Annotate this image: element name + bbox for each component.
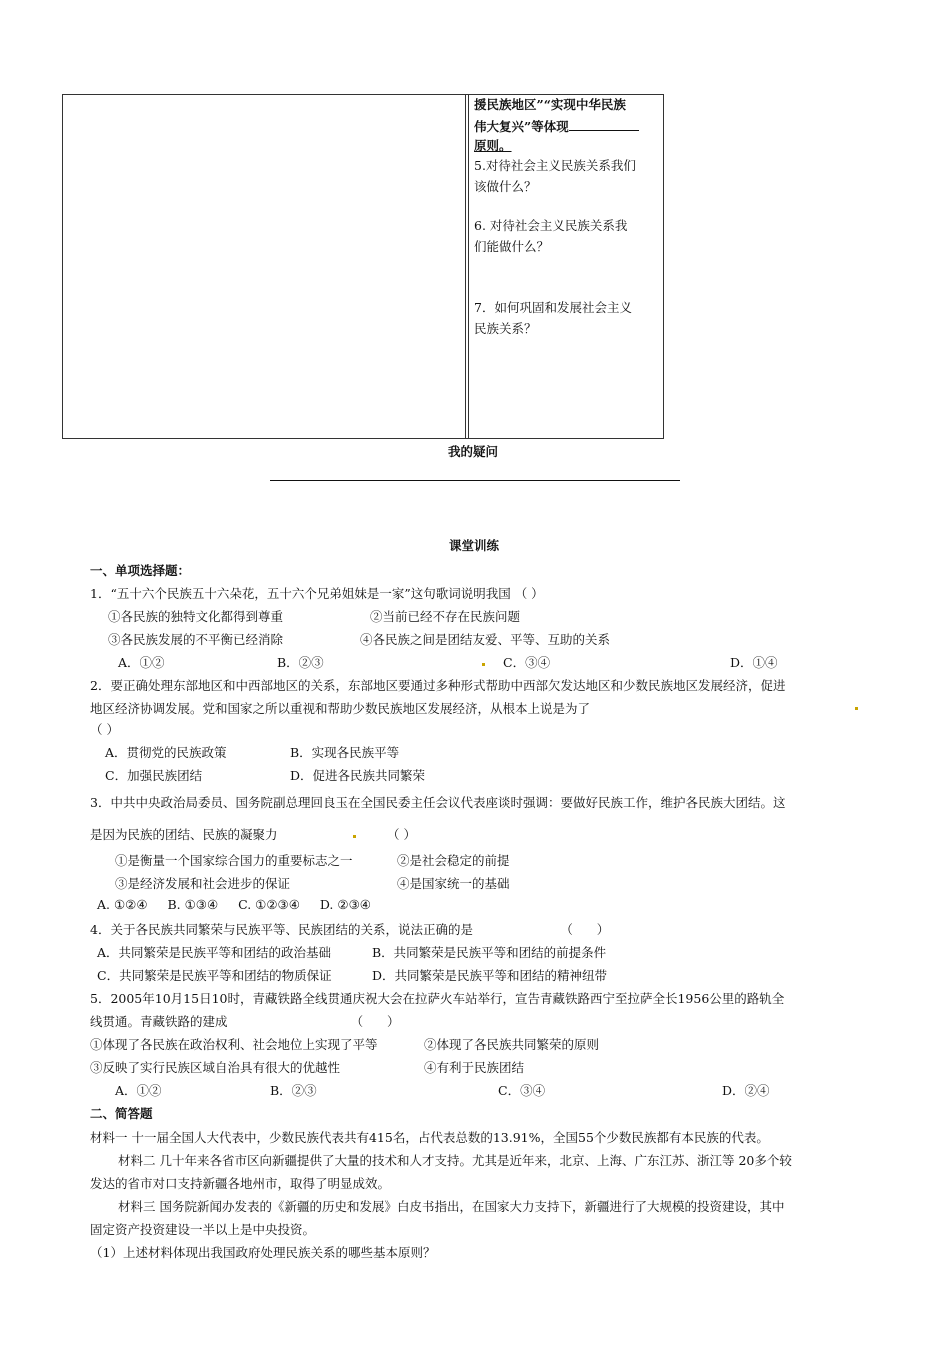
q5-stem-line1: 5．2005年10月15日10时，青藏铁路全线贯通庆祝大会在拉萨火车站举行，宣告青藏铁路西宁至拉萨全长1956公里的路轨全	[90, 991, 785, 1006]
q5-stem-line2: 线贯通。青藏铁路的建成 （ ）	[90, 1014, 400, 1029]
q5-option-2: ②体现了各民族共同繁荣的原则	[424, 1037, 600, 1052]
q4-choice-b[interactable]: B．共同繁荣是民族平等和团结的前提条件	[372, 945, 607, 960]
q1-choice-c[interactable]: C．③④	[503, 655, 551, 670]
q5-choice-d[interactable]: D．②④	[722, 1083, 770, 1098]
doubt-title: 我的疑问	[448, 444, 499, 459]
table-divider-inner	[468, 94, 469, 439]
q1-option-1: ①各民族的独特文化都得到尊重	[108, 609, 284, 624]
q3-option-2: ②是社会稳定的前提	[397, 853, 510, 868]
q1-choice-b[interactable]: B．②③	[277, 655, 324, 670]
q1-choice-d[interactable]: D．①④	[730, 655, 778, 670]
answer-table	[62, 94, 664, 439]
q3-option-1: ①是衡量一个国家综合国力的重要标志之一	[115, 853, 353, 868]
material-3-line1: 材料三 国务院新闻办发表的《新疆的历史和发展》白皮书指出，在国家大力支持下，新疆进行了大规模的投资建设，其中	[118, 1199, 785, 1214]
material-2-line2: 发达的省市对口支持新疆各地州市，取得了明显成效。	[90, 1176, 391, 1191]
question-6-line1: 6. 对待社会主义民族关系我	[474, 218, 628, 233]
q2-paren: （ ）	[90, 722, 119, 737]
fill-blank[interactable]	[569, 116, 639, 131]
part1-title: 一、单项选择题：	[90, 563, 191, 578]
question-7-line2: 民族关系？	[474, 321, 537, 336]
table-text-line3: 原则。	[474, 138, 512, 153]
table-text-line1: 援民族地区”“实现中华民族	[474, 97, 626, 112]
subquestion-1: （1）上述材料体现出我国政府处理民族关系的哪些基本原则？	[90, 1245, 436, 1260]
q1-option-4: ④各民族之间是团结友爱、平等、互助的关系	[360, 632, 611, 647]
q5-choice-a[interactable]: A．①②	[115, 1083, 162, 1098]
decorative-dot	[353, 835, 356, 838]
q2-choice-d[interactable]: D．促进各民族共同繁荣	[290, 768, 426, 783]
q4-choice-a[interactable]: A．共同繁荣是民族平等和团结的政治基础	[97, 945, 332, 960]
q4-choice-d[interactable]: D．共同繁荣是民族平等和团结的精神纽带	[372, 968, 608, 983]
material-3-line2: 固定资产投资建设一半以上是中央投资。	[90, 1222, 316, 1237]
q2-stem-line1: 2．要正确处理东部地区和中西部地区的关系，东部地区要通过多种形式帮助中西部欠发达地区和少数民族地区发展经济，促进	[90, 678, 786, 693]
q2-choice-b[interactable]: B．实现各民族平等	[290, 745, 400, 760]
material-2-line1: 材料二 几十年来各省市区向新疆提供了大量的技术和人才支持。尤其是近年来，北京、上海、广东江苏、浙江等 20多个较	[118, 1153, 792, 1168]
material-1: 材料一 十一届全国人大代表中，少数民族代表共有415名，占代表总数的13.91%，全国55个少数民族都有本民族的代表。	[90, 1130, 769, 1145]
q2-choice-c[interactable]: C．加强民族团结	[105, 768, 203, 783]
doubt-answer-line[interactable]	[270, 480, 680, 481]
q3-stem-line2: 是因为民族的团结、民族的凝聚力	[90, 827, 278, 842]
q3-paren: （ ）	[387, 827, 416, 842]
q5-option-1: ①体现了各民族在政治权利、社会地位上实现了平等	[90, 1037, 378, 1052]
q3-option-4: ④是国家统一的基础	[397, 876, 510, 891]
q2-choice-a[interactable]: A．贯彻党的民族政策	[105, 745, 227, 760]
q1-option-3: ③各民族发展的不平衡已经消除	[108, 632, 284, 647]
q1-stem: 1．“五十六个民族五十六朵花，五十六个兄弟姐妹是一家”这句歌词说明我国 （ ）	[90, 586, 544, 601]
q1-option-2: ②当前已经不存在民族问题	[370, 609, 521, 624]
question-5-line1: 5.对待社会主义民族关系我们	[474, 158, 636, 173]
question-6-line2: 们能做什么？	[474, 239, 550, 254]
q3-choices[interactable]: A. ①②④ B. ①③④ C. ①②③④ D. ②③④	[97, 897, 371, 912]
q2-stem-line2: 地区经济协调发展。党和国家之所以重视和帮助少数民族地区发展经济，从根本上说是为了	[90, 701, 591, 716]
section-title: 课堂训练	[449, 538, 500, 553]
q5-option-4: ④有利于民族团结	[424, 1060, 525, 1075]
part2-title: 二、简答题	[90, 1106, 153, 1121]
question-5-line2: 该做什么？	[474, 179, 537, 194]
table-divider	[465, 94, 466, 439]
q3-option-3: ③是经济发展和社会进步的保证	[115, 876, 291, 891]
q4-choice-c[interactable]: C．共同繁荣是民族平等和团结的物质保证	[97, 968, 332, 983]
q5-choice-b[interactable]: B．②③	[270, 1083, 317, 1098]
q5-choice-c[interactable]: C．③④	[498, 1083, 546, 1098]
question-7-line1: 7．如何巩固和发展社会主义	[474, 300, 632, 315]
table-text-line2: 伟大复兴”等体现	[474, 116, 639, 138]
decorative-dot	[482, 663, 485, 666]
q1-choice-a[interactable]: A．①②	[118, 655, 165, 670]
q5-option-3: ③反映了实行民族区域自治具有很大的优越性	[90, 1060, 341, 1075]
q4-stem: 4．关于各民族共同繁荣与民族平等、民族团结的关系，说法正确的是 （ ）	[90, 922, 610, 937]
decorative-dot	[855, 707, 858, 710]
q3-stem-line1: 3．中共中央政治局委员、国务院副总理回良玉在全国民委主任会议代表座谈时强调：要做好民族工作，维护各民族大团结。这	[90, 795, 786, 810]
